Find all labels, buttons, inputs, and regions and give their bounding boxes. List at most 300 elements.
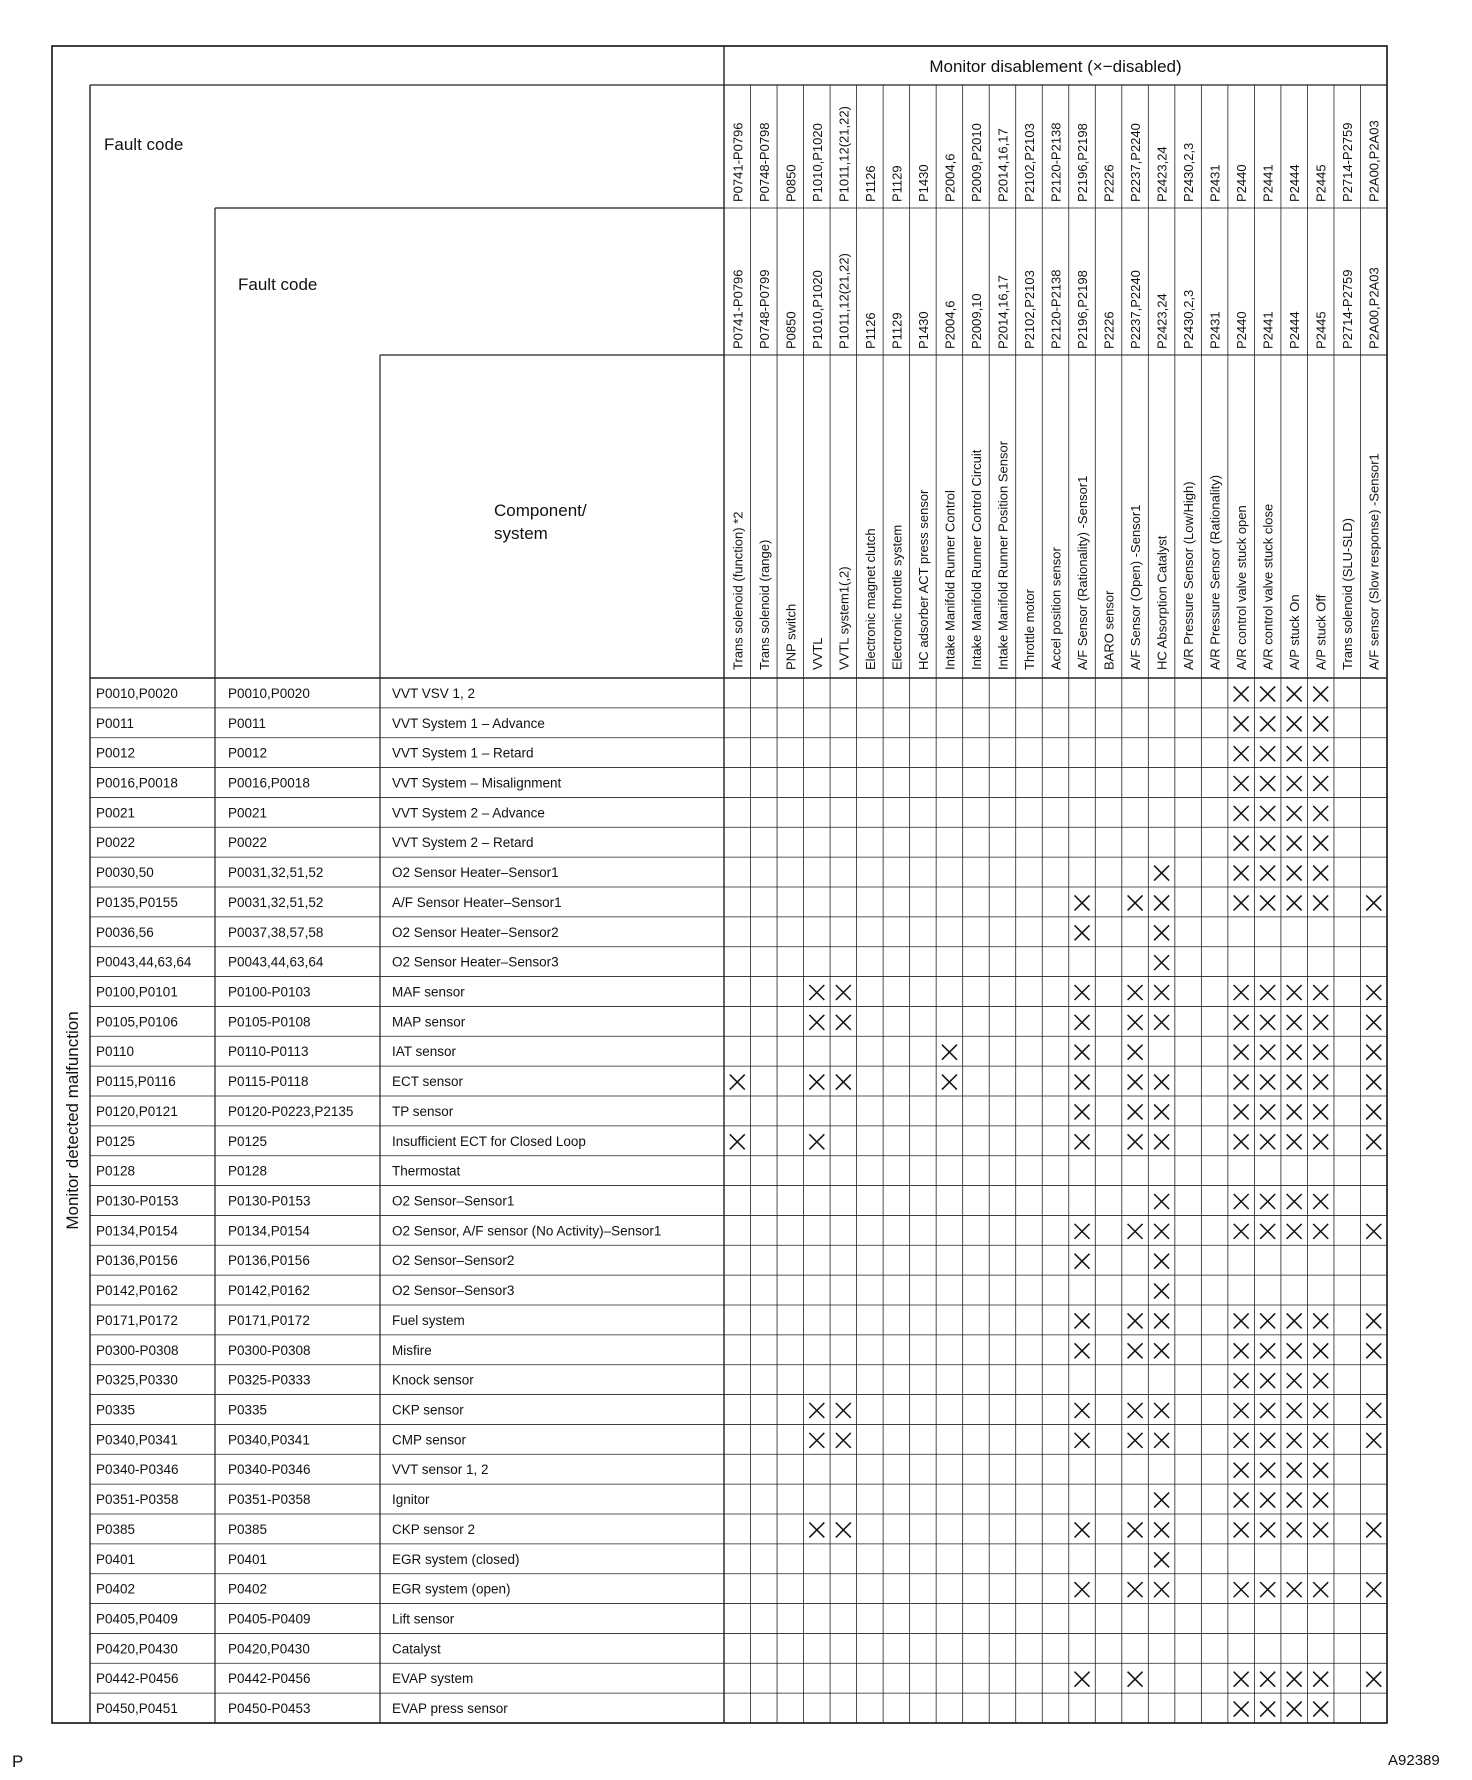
disabled-mark xyxy=(1260,746,1275,761)
disabled-mark xyxy=(1234,1433,1249,1448)
row-fault-code-2: P0125 xyxy=(228,1133,268,1149)
row-component: O2 Sensor–Sensor2 xyxy=(392,1253,515,1269)
column-code: P2120-P2138 xyxy=(1048,122,1064,202)
disabled-mark xyxy=(1075,1104,1090,1119)
disabled-mark xyxy=(1287,776,1302,791)
disabled-mark xyxy=(1260,1582,1275,1597)
column-name: A/R control valve stuck close xyxy=(1260,503,1276,670)
disabled-mark xyxy=(1287,1045,1302,1060)
disabled-mark xyxy=(1313,776,1328,791)
column-code-2: P2423,24 xyxy=(1154,293,1170,349)
disabled-mark xyxy=(1366,1134,1381,1149)
disabled-mark xyxy=(1154,1493,1169,1508)
disabled-mark xyxy=(1128,1224,1143,1239)
disabled-mark xyxy=(1234,1702,1249,1717)
disabled-mark xyxy=(1366,1313,1381,1328)
row-component: VVT System 1 – Retard xyxy=(392,745,534,761)
column-code-2: P0748-P0799 xyxy=(756,269,772,349)
column-code: P0850 xyxy=(783,164,799,202)
row-fault-code: P0351-P0358 xyxy=(96,1492,179,1508)
disabled-mark xyxy=(1287,1702,1302,1717)
disabled-mark xyxy=(1234,1104,1249,1119)
disabled-mark xyxy=(1260,1403,1275,1418)
row-fault-code: P0325,P0330 xyxy=(96,1372,178,1388)
column-code: P2237,P2240 xyxy=(1128,123,1144,202)
column-name: A/R Pressure Sensor (Rationality) xyxy=(1207,474,1223,670)
column-code: P1430 xyxy=(915,164,931,202)
disabled-mark xyxy=(836,1433,851,1448)
disabled-mark xyxy=(1313,866,1328,881)
row-fault-code: P0125 xyxy=(96,1133,136,1149)
row-fault-code-2: P0105-P0108 xyxy=(228,1014,311,1030)
disabled-mark xyxy=(1154,1254,1169,1269)
column-code: P2444 xyxy=(1287,164,1303,202)
row-fault-code-2: P0011 xyxy=(228,715,267,731)
column-code-2: P2004,6 xyxy=(942,300,958,349)
disabled-mark xyxy=(1287,866,1302,881)
disabled-mark xyxy=(1128,1582,1143,1597)
disabled-mark xyxy=(1313,1134,1328,1149)
row-fault-code-2: P0142,P0162 xyxy=(228,1283,310,1299)
row-fault-code-2: P0012 xyxy=(228,745,268,761)
disabled-mark xyxy=(1234,1493,1249,1508)
column-code-2: P2226 xyxy=(1101,311,1117,349)
disabled-mark xyxy=(1075,895,1090,910)
column-code: P0748-P0798 xyxy=(756,122,772,202)
disabled-mark xyxy=(1154,1075,1169,1090)
row-fault-code: P0011 xyxy=(96,715,135,731)
disabled-mark xyxy=(1260,1015,1275,1030)
column-code: P2441 xyxy=(1260,164,1276,202)
disabled-mark xyxy=(1154,866,1169,881)
disabled-mark xyxy=(1287,1104,1302,1119)
row-component: A/F Sensor Heater–Sensor1 xyxy=(392,894,562,910)
row-fault-code-2: P0136,P0156 xyxy=(228,1253,310,1269)
row-fault-code: P0171,P0172 xyxy=(96,1312,178,1328)
disabled-mark xyxy=(1313,1373,1328,1388)
disabled-mark xyxy=(1366,1015,1381,1030)
disabled-mark xyxy=(1075,985,1090,1000)
disabled-mark xyxy=(1234,895,1249,910)
disabled-mark xyxy=(1234,776,1249,791)
column-code-2: P2714-P2759 xyxy=(1340,269,1356,349)
disabled-mark xyxy=(1313,1015,1328,1030)
disabled-mark xyxy=(1260,1194,1275,1209)
row-fault-code: P0043,44,63,64 xyxy=(96,954,192,970)
disabled-mark xyxy=(1287,1403,1302,1418)
row-fault-code-2: P0022 xyxy=(228,835,268,851)
disabled-mark xyxy=(1366,895,1381,910)
disabled-mark xyxy=(1075,1224,1090,1239)
column-code: P1129 xyxy=(889,165,905,202)
disabled-mark xyxy=(1075,1045,1090,1060)
row-component: Misfire xyxy=(392,1342,432,1358)
disabled-mark xyxy=(1366,1104,1381,1119)
row-fault-code: P0105,P0106 xyxy=(96,1014,178,1030)
row-fault-code-2: P0130-P0153 xyxy=(228,1193,311,1209)
column-code: P1126 xyxy=(862,165,878,202)
row-fault-code: P0100,P0101 xyxy=(96,984,178,1000)
disabled-mark xyxy=(1366,985,1381,1000)
row-fault-code: P0402 xyxy=(96,1581,136,1597)
column-name: Electronic throttle system xyxy=(889,524,905,670)
row-component: Thermostat xyxy=(392,1163,461,1179)
side-label: Monitor detected malfunction xyxy=(63,1011,82,1230)
fault-code-header-2: Fault code xyxy=(238,275,318,294)
disabled-mark xyxy=(836,1522,851,1537)
disabled-mark xyxy=(1313,686,1328,701)
figure-id: A92389 xyxy=(1388,1752,1440,1769)
disabled-mark xyxy=(1366,1045,1381,1060)
disabled-mark xyxy=(1154,1134,1169,1149)
row-component: CKP sensor 2 xyxy=(392,1521,476,1537)
row-fault-code-2: P0134,P0154 xyxy=(228,1223,310,1239)
column-code-2: P1010,P1020 xyxy=(809,270,825,349)
disabled-mark xyxy=(1287,895,1302,910)
column-code-2: P2196,P2198 xyxy=(1075,270,1091,349)
disabled-mark xyxy=(1260,1522,1275,1537)
disabled-mark xyxy=(1234,1463,1249,1478)
column-code: P0741-P0796 xyxy=(730,122,746,202)
disabled-mark xyxy=(1128,1672,1143,1687)
disabled-mark xyxy=(1234,686,1249,701)
disabled-mark xyxy=(1313,1104,1328,1119)
disabled-mark xyxy=(1366,1075,1381,1090)
disabled-mark xyxy=(1075,1672,1090,1687)
disabled-mark xyxy=(1154,1313,1169,1328)
disabled-mark xyxy=(1128,1015,1143,1030)
row-component: O2 Sensor Heater–Sensor2 xyxy=(392,924,559,940)
disabled-mark xyxy=(1154,925,1169,940)
column-code-2: P0850 xyxy=(783,311,799,349)
row-component: VVT VSV 1, 2 xyxy=(392,685,476,701)
column-code-2: P2441 xyxy=(1260,311,1276,349)
disabled-mark xyxy=(809,1015,824,1030)
column-name: Trans solenoid (function) *2 xyxy=(730,511,746,670)
column-code: P1010,P1020 xyxy=(809,123,825,202)
disabled-mark xyxy=(1154,895,1169,910)
disabled-mark xyxy=(1366,1343,1381,1358)
row-component: IAT sensor xyxy=(392,1044,457,1060)
disabled-mark xyxy=(1234,1582,1249,1597)
column-name: VVTL xyxy=(809,637,825,670)
disabled-mark xyxy=(1075,1015,1090,1030)
disabled-mark xyxy=(1075,1313,1090,1328)
row-fault-code: P0300-P0308 xyxy=(96,1342,179,1358)
row-fault-code-2: P0171,P0172 xyxy=(228,1312,310,1328)
disabled-mark xyxy=(1287,746,1302,761)
column-name: A/P stuck Off xyxy=(1313,594,1329,670)
disabled-mark xyxy=(1260,1313,1275,1328)
disabled-mark xyxy=(1075,925,1090,940)
disabled-mark xyxy=(1366,1433,1381,1448)
disabled-mark xyxy=(1260,1343,1275,1358)
row-component: EGR system (closed) xyxy=(392,1551,520,1567)
column-name: VVTL system1(,2) xyxy=(836,566,852,670)
row-fault-code-2: P0450-P0453 xyxy=(228,1701,311,1717)
disabled-mark xyxy=(1313,1224,1328,1239)
disabled-mark xyxy=(809,985,824,1000)
row-fault-code: P0420,P0430 xyxy=(96,1641,178,1657)
disabled-mark xyxy=(1287,985,1302,1000)
row-component: O2 Sensor–Sensor1 xyxy=(392,1193,515,1209)
row-fault-code-2: P0031,32,51,52 xyxy=(228,894,324,910)
row-fault-code-2: P0405-P0409 xyxy=(228,1611,311,1627)
row-component: CKP sensor xyxy=(392,1402,464,1418)
column-code-2: P1126 xyxy=(862,312,878,349)
row-fault-code-2: P0340,P0341 xyxy=(228,1432,310,1448)
column-code-2: P2444 xyxy=(1287,311,1303,349)
disabled-mark xyxy=(1260,866,1275,881)
disabled-mark xyxy=(1313,895,1328,910)
column-code: P2A00,P2A03 xyxy=(1366,120,1382,202)
disabled-mark xyxy=(1260,1702,1275,1717)
disabled-mark xyxy=(942,1045,957,1060)
disabled-mark xyxy=(1128,1313,1143,1328)
column-name: Intake Manifold Runner Control xyxy=(942,490,958,670)
disabled-mark xyxy=(1260,1134,1275,1149)
row-component: VVT System 2 – Retard xyxy=(392,835,534,851)
disabled-mark xyxy=(809,1403,824,1418)
disabled-mark xyxy=(836,1075,851,1090)
disabled-mark xyxy=(1234,1015,1249,1030)
disabled-mark xyxy=(1287,1015,1302,1030)
row-component: MAP sensor xyxy=(392,1014,466,1030)
disabled-mark xyxy=(1128,1403,1143,1418)
disabled-mark xyxy=(809,1433,824,1448)
disabled-mark xyxy=(1366,1224,1381,1239)
disabled-mark xyxy=(1154,955,1169,970)
column-code-2: P2A00,P2A03 xyxy=(1366,267,1382,349)
disabled-mark xyxy=(1154,1552,1169,1567)
row-component: VVT System – Misalignment xyxy=(392,775,562,791)
disabled-mark xyxy=(1234,1194,1249,1209)
column-code: P2004,6 xyxy=(942,153,958,202)
disabled-mark xyxy=(1260,1463,1275,1478)
disabled-mark xyxy=(1366,1582,1381,1597)
row-fault-code-2: P0402 xyxy=(228,1581,268,1597)
disabled-mark xyxy=(1260,1493,1275,1508)
row-fault-code: P0340,P0341 xyxy=(96,1432,178,1448)
row-fault-code: P0120,P0121 xyxy=(96,1103,178,1119)
column-code: P2445 xyxy=(1313,164,1329,202)
disabled-mark xyxy=(1287,1463,1302,1478)
disabled-mark xyxy=(1313,1403,1328,1418)
row-fault-code-2: P0442-P0456 xyxy=(228,1671,311,1687)
row-fault-code: P0022 xyxy=(96,835,136,851)
disabled-mark xyxy=(1313,1313,1328,1328)
disabled-mark xyxy=(1287,1194,1302,1209)
disabled-mark xyxy=(1313,1045,1328,1060)
disabled-mark xyxy=(1154,1104,1169,1119)
disabled-mark xyxy=(809,1522,824,1537)
disabled-mark xyxy=(1154,1582,1169,1597)
disabled-mark xyxy=(1234,1313,1249,1328)
disabled-mark xyxy=(1313,1582,1328,1597)
disabled-mark xyxy=(836,1403,851,1418)
row-fault-code-2: P0037,38,57,58 xyxy=(228,924,324,940)
row-component: VVT sensor 1, 2 xyxy=(392,1462,489,1478)
row-fault-code: P0401 xyxy=(96,1551,136,1567)
row-fault-code: P0142,P0162 xyxy=(96,1283,178,1299)
disabled-mark xyxy=(1075,1343,1090,1358)
column-code: P2714-P2759 xyxy=(1340,122,1356,202)
disabled-mark xyxy=(1260,1075,1275,1090)
disabled-mark xyxy=(1260,1224,1275,1239)
disabled-mark xyxy=(1234,866,1249,881)
column-name: Trans solenoid (SLU-SLD) xyxy=(1340,518,1356,670)
disabled-mark xyxy=(1313,1522,1328,1537)
disabled-mark xyxy=(809,1075,824,1090)
row-fault-code: P0450,P0451 xyxy=(96,1701,178,1717)
row-component: VVT System 2 – Advance xyxy=(392,805,545,821)
row-fault-code: P0115,P0116 xyxy=(96,1074,176,1090)
disabled-mark xyxy=(1128,1343,1143,1358)
disabled-mark xyxy=(1128,1104,1143,1119)
disabled-mark xyxy=(1260,985,1275,1000)
disabled-mark xyxy=(1313,836,1328,851)
row-component: EGR system (open) xyxy=(392,1581,511,1597)
disabled-mark xyxy=(1154,1522,1169,1537)
row-component: EVAP press sensor xyxy=(392,1701,508,1717)
disabled-mark xyxy=(1128,1045,1143,1060)
row-fault-code-2: P0120-P0223,P2135 xyxy=(228,1103,354,1119)
disabled-mark xyxy=(1287,1373,1302,1388)
disabled-mark xyxy=(1313,806,1328,821)
row-fault-code: P0012 xyxy=(96,745,136,761)
disabled-mark xyxy=(1313,1194,1328,1209)
column-name: A/P stuck On xyxy=(1287,594,1303,670)
column-name: A/F Sensor (Rationality) -Sensor1 xyxy=(1075,475,1091,670)
row-fault-code: P0036,56 xyxy=(96,924,154,940)
column-name: A/F Sensor (Open) -Sensor1 xyxy=(1128,504,1144,670)
row-fault-code-2: P0128 xyxy=(228,1163,268,1179)
row-fault-code: P0405,P0409 xyxy=(96,1611,178,1627)
column-code: P2009,P2010 xyxy=(968,123,984,202)
column-name: A/R Pressure Sensor (Low/High) xyxy=(1181,481,1197,670)
column-code-2: P1011,12(21,22) xyxy=(836,253,852,349)
disabled-mark xyxy=(1234,746,1249,761)
disabled-mark xyxy=(1287,1582,1302,1597)
row-fault-code: P0385 xyxy=(96,1521,136,1537)
disabled-mark xyxy=(1075,1134,1090,1149)
disabled-mark xyxy=(1234,806,1249,821)
disabled-mark xyxy=(1313,1702,1328,1717)
row-fault-code: P0021 xyxy=(96,805,136,821)
column-name: HC adsorber ACT press sensor xyxy=(915,489,931,670)
disabled-mark xyxy=(1260,836,1275,851)
row-fault-code: P0442-P0456 xyxy=(96,1671,179,1687)
column-code-2: P2014,16,17 xyxy=(995,275,1011,349)
disabled-mark xyxy=(1128,1134,1143,1149)
disabled-mark xyxy=(1234,1403,1249,1418)
row-fault-code-2: P0401 xyxy=(228,1551,268,1567)
column-name: Trans solenoid (range) xyxy=(756,539,772,670)
row-component: Lift sensor xyxy=(392,1611,455,1627)
footer-left-mark: P xyxy=(12,1752,24,1771)
disabled-mark xyxy=(1075,1075,1090,1090)
row-component: Knock sensor xyxy=(392,1372,474,1388)
column-code: P2226 xyxy=(1101,164,1117,202)
disabled-mark xyxy=(1260,686,1275,701)
disabled-mark xyxy=(1313,1433,1328,1448)
disabled-mark xyxy=(1234,1522,1249,1537)
row-fault-code-2: P0300-P0308 xyxy=(228,1342,311,1358)
column-name: PNP switch xyxy=(783,603,799,670)
disabled-mark xyxy=(1287,1522,1302,1537)
disabled-mark xyxy=(1313,1343,1328,1358)
column-name: BARO sensor xyxy=(1101,590,1117,670)
row-component: VVT System 1 – Advance xyxy=(392,715,545,731)
column-code-2: P2237,P2240 xyxy=(1128,270,1144,349)
fault-code-header: Fault code xyxy=(104,135,184,154)
disabled-mark xyxy=(1154,1343,1169,1358)
disabled-mark xyxy=(1234,1045,1249,1060)
disabled-mark xyxy=(1313,746,1328,761)
disabled-mark xyxy=(1287,1493,1302,1508)
disabled-mark xyxy=(1287,1134,1302,1149)
row-component: CMP sensor xyxy=(392,1432,467,1448)
column-code-2: P2009,10 xyxy=(968,293,984,349)
disabled-mark xyxy=(1154,1284,1169,1299)
column-code: P2431 xyxy=(1207,164,1223,202)
row-component: MAF sensor xyxy=(392,984,465,1000)
row-component: O2 Sensor Heater–Sensor1 xyxy=(392,865,559,881)
disabled-mark xyxy=(1154,1224,1169,1239)
disabled-mark xyxy=(1260,1373,1275,1388)
disabled-mark xyxy=(1075,1522,1090,1537)
disabled-mark xyxy=(1366,1403,1381,1418)
column-code-2: P1129 xyxy=(889,312,905,349)
row-component: O2 Sensor, A/F sensor (No Activity)–Sensor1 xyxy=(392,1223,662,1239)
row-fault-code: P0128 xyxy=(96,1163,136,1179)
disabled-mark xyxy=(1260,1433,1275,1448)
disabled-mark xyxy=(1128,1433,1143,1448)
disabled-mark xyxy=(1260,895,1275,910)
column-code: P2196,P2198 xyxy=(1075,123,1091,202)
component-system-header: Component/ xyxy=(494,501,587,520)
disabled-mark xyxy=(1234,1373,1249,1388)
row-fault-code: P0135,P0155 xyxy=(96,894,178,910)
disabled-mark xyxy=(1313,1493,1328,1508)
column-name: Throttle motor xyxy=(1021,589,1037,670)
disabled-mark xyxy=(1075,1582,1090,1597)
disabled-mark xyxy=(1287,716,1302,731)
disabled-mark xyxy=(1075,1254,1090,1269)
disabled-mark xyxy=(1234,836,1249,851)
disabled-mark xyxy=(1260,1672,1275,1687)
disabled-mark xyxy=(1075,1403,1090,1418)
disabled-mark xyxy=(1154,1015,1169,1030)
column-code: P2102,P2103 xyxy=(1021,123,1037,202)
row-fault-code: P0010,P0020 xyxy=(96,685,178,701)
column-code-2: P2120-P2138 xyxy=(1048,269,1064,349)
row-fault-code: P0134,P0154 xyxy=(96,1223,178,1239)
disabled-mark xyxy=(1313,1672,1328,1687)
disabled-mark xyxy=(1128,1522,1143,1537)
disabled-mark xyxy=(1234,1343,1249,1358)
disabled-mark xyxy=(1287,1313,1302,1328)
row-component: O2 Sensor Heater–Sensor3 xyxy=(392,954,559,970)
disabled-mark xyxy=(730,1075,745,1090)
column-name: Electronic magnet clutch xyxy=(862,528,878,670)
row-fault-code-2: P0031,32,51,52 xyxy=(228,865,324,881)
disabled-mark xyxy=(1154,1433,1169,1448)
row-fault-code-2: P0325-P0333 xyxy=(228,1372,311,1388)
row-fault-code-2: P0043,44,63,64 xyxy=(228,954,324,970)
row-fault-code: P0016,P0018 xyxy=(96,775,178,791)
column-code: P2430,2,3 xyxy=(1181,142,1197,202)
